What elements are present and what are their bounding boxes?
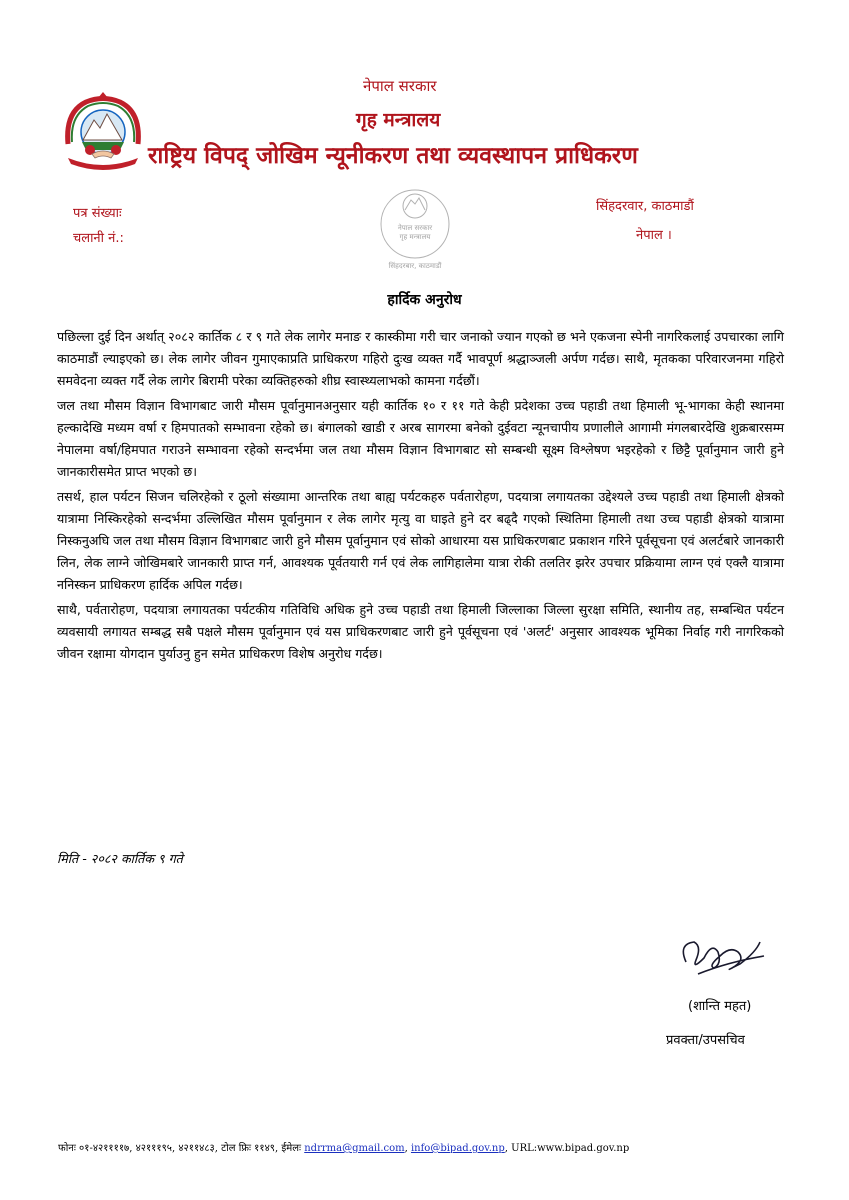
seal-text-1: नेपाल सरकार <box>397 224 433 232</box>
government-name: नेपाल सरकार <box>363 77 437 95</box>
footer-contact: फोनः ०१-४२११११७, ४२१११९५, ४२११४८३, टोल फ्रिः ११४९, ईमेलः ndrrma@gmail.com, info@bipad.gov.np, URL:www.bipad.gov.np <box>58 1143 630 1154</box>
paragraph: तसर्थ, हाल पर्यटन सिजन चलिरहेको र ठूलो संख्यामा आन्तरिक तथा बाह्य पर्यटकहरु पर्वतारोहण, पदयात्रा लगायतका उद्देश्यले उच्च पहाडी तथा हिमाली क्षेत्रको यात्रामा निस्किरहेको सन्दर्भमा उल्लिखित मौसम पूर्वानुमान र लेक लागेर मृत्यु वा घाइते हुने दर बढ्दै गएको स्थितिमा हिमाली तथा उच्च पहाडी क्षेत्रको यात्रामा निस्कनुअघि जल तथा मौसम विज्ञान विभागबाट जारी हुने मौसम पूर्वानुमान एवं सोको आधारमा यस प्राधिकरणबाट प्रकाशन गरिने पूर्वसूचना एवं अलर्टबारे जानकारी लिन, लेक लाग्ने जोखिमबारे जानकारी प्राप्त गर्न, आवश्यक पूर्वतयारी गर्न एवं लेक लागिहालेमा यात्रा रोकी तलतिर झरेर उपचार प्रक्रियामा लाग्न एवं एक्लै यात्रामा ननिस्कन प्राधिकरण हार्दिक अपिल गर्दछ। <box>57 489 784 592</box>
ministry-name: गृह मन्त्रालय <box>356 109 441 131</box>
paragraph: साथै, पर्वतारोहण, पदयात्रा लगायतका पर्यटकीय गतिविधि अधिक हुने उच्च पहाडी तथा हिमाली जिल्लाका जिल्ला सुरक्षा समिति, स्थानीय तह, सम्बन्धित पर्यटन व्यवसायी लगायत सम्बद्ध सबै पक्षले मौसम पूर्वानुमान एवं यस प्राधिकरणबाट जारी हुने पूर्वसूचना एवं 'अलर्ट' अनुसार आवश्यक भूमिका निर्वाह गरी नागरिकको जीवन रक्षामा योगदान पुर्याउनु हुन समेत प्राधिकरण विशेष अनुरोध गर्दछ। <box>57 602 784 661</box>
address-line-1: सिंहदरवार, काठमाडौं <box>596 199 694 214</box>
seal-text-2: गृह मन्त्रालय <box>399 233 431 241</box>
dispatch-number-label: चलानी नं.: <box>73 231 124 246</box>
authority-name: राष्ट्रिय विपद् जोखिम न्यूनीकरण तथा व्यवस्थापन प्राधिकरण <box>148 143 638 169</box>
paragraph: पछिल्ला दुई दिन अर्थात् २०८२ कार्तिक ८ र ९ गते लेक लागेर मनाङ र कास्कीमा गरी चार जनाको ज्यान गएको छ भने एकजना स्पेनी नागरिकलाई उपचारका लागि काठमाडौं ल्याइएको छ। लेक लागेर जीवन गुमाएकाप्रति प्राधिकरण गहिरो दुःख व्यक्त गर्दै भावपूर्ण श्रद्धाञ्जली अर्पण गर्दछ। साथै, मृतकका परिवारजनमा गहिरो समवेदना व्यक्त गर्दै लेक लागेर बिरामी परेका व्यक्तिहरुको शीघ्र स्वास्थ्यलाभको कामना गर्दछौं। <box>57 329 784 388</box>
letter-title: हार्दिक अनुरोध <box>387 292 462 308</box>
watermark-seal <box>353 186 477 272</box>
letter-date: मिति - २०८२ कार्तिक ९ गते <box>57 851 183 866</box>
email-link-ndrrma[interactable]: ndrrma@gmail.com <box>304 1143 405 1154</box>
signature <box>668 922 778 992</box>
nepal-emblem-icon <box>62 92 144 172</box>
address-line-2: नेपाल । <box>636 228 672 243</box>
letter-number-label: पत्र संख्याः <box>73 206 122 221</box>
letter-body <box>57 326 784 668</box>
footer-url[interactable]: URL:www.bipad.gov.np <box>511 1143 630 1154</box>
seal-text-3: सिंहदरबार, काठमाडौं <box>388 262 442 270</box>
signatory-role: प्रवक्ता/उपसचिव <box>666 1033 745 1048</box>
paragraph: जल तथा मौसम विज्ञान विभागबाट जारी मौसम पूर्वानुमानअनुसार यही कार्तिक १० र ११ गते केही प्रदेशका उच्च पहाडी तथा हिमाली भू-भागका केही स्थानमा हल्कादेखि मध्यम वर्षा र हिमपातको सम्भावना रहेको छ। बंगालको खाडी र अरब सागरमा बनेको दुईवटा न्यूनचापीय प्रणालीले आगामी मंगलबारदेखि शुक्रबारसम्म नेपालमा वर्षा/हिमपात गराउने सम्भावना रहेको सन्दर्भमा जल तथा मौसम विज्ञान विभागबाट सो सम्बन्धी सूक्ष्म विश्लेषण भइरहेको र छिट्टै पूर्वानुमान जारी हुने जानकारीसमेत प्राप्त भएको छ। <box>57 398 784 479</box>
footer-phone: फोनः ०१-४२११११७, ४२१११९५, ४२११४८३, टोल फ्रिः ११४९, ईमेलः <box>58 1143 302 1154</box>
signatory-name: (शान्ति महत) <box>688 999 752 1014</box>
email-link-info[interactable]: info@bipad.gov.np <box>410 1143 505 1154</box>
